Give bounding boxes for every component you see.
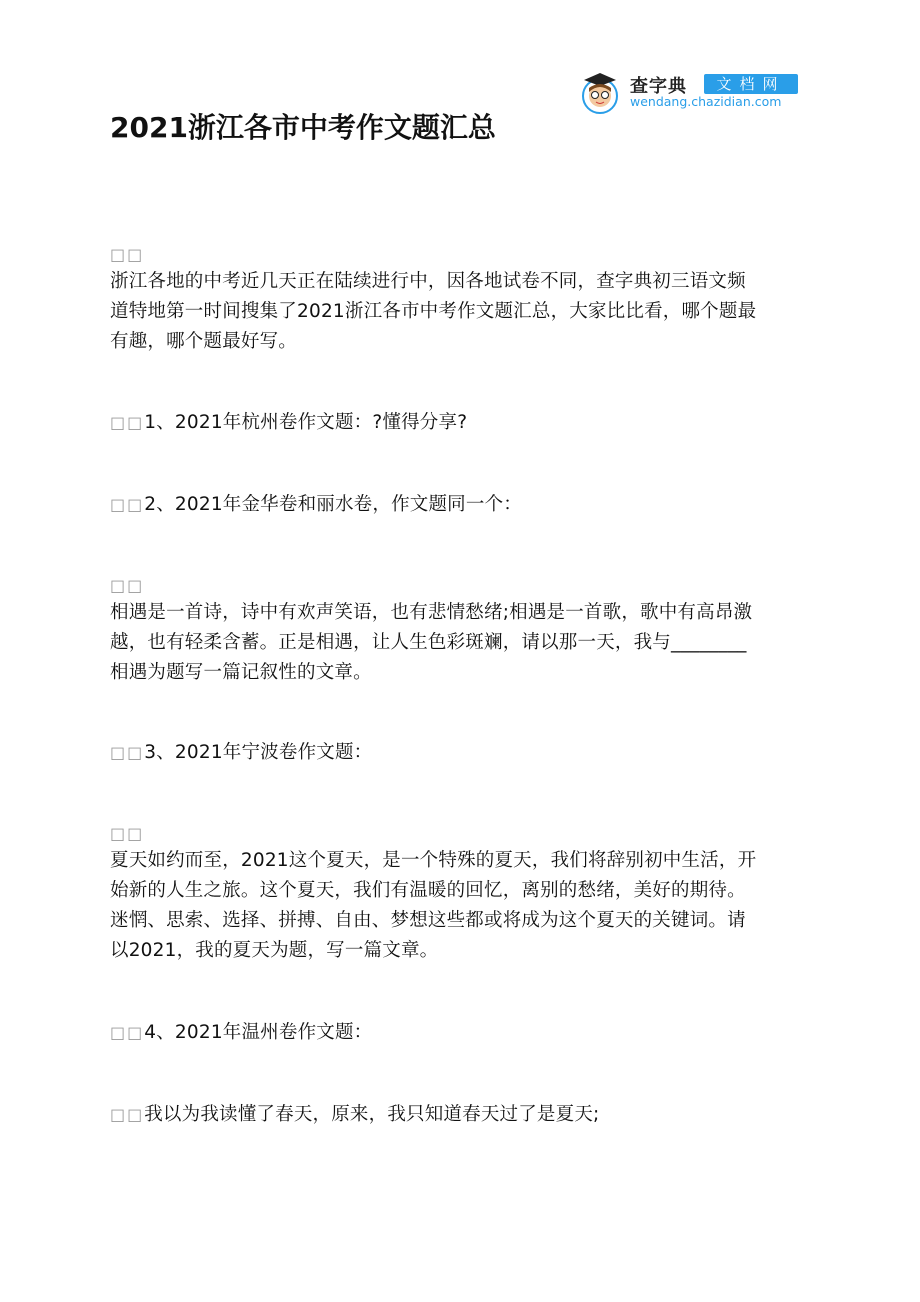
prompt-line: 以2021，我的夏天为题，写一篇文章。 <box>110 940 439 961</box>
intro-line: 道特地第一时间搜集了2021浙江各市中考作文题汇总，大家比比看，哪个题最 <box>110 301 757 322</box>
prompt-line: 迷惘、思索、选择、拼搏、自由、梦想这些都或将成为这个夏天的关键词。请 <box>110 910 746 931</box>
heading-text: 3、2021年宁波卷作文题： <box>144 742 373 763</box>
missing-glyph: □□ <box>110 743 145 762</box>
prompt-line: 相遇为题写一篇记叙性的文章。 <box>110 662 372 683</box>
intro-line: 有趣，哪个题最好写。 <box>110 331 298 352</box>
prompt-line: 始新的人生之旅。这个夏天，我们有温暖的回忆，离别的愁绪，美好的期待。 <box>110 880 746 901</box>
heading-text: 4、2021年温州卷作文题： <box>144 1022 373 1043</box>
missing-glyph: □□ <box>110 576 145 595</box>
logo-tag: 文档网 <box>704 74 798 94</box>
missing-glyph: □□ <box>110 1105 145 1124</box>
logo-name: 查字典 <box>630 76 687 97</box>
missing-glyph: □□ <box>110 1023 145 1042</box>
prompt-text: 我以为我读懂了春天，原来，我只知道春天过了是夏天; <box>144 1104 600 1125</box>
graduate-mascot-icon <box>578 70 622 114</box>
missing-glyph: □□ <box>110 495 145 514</box>
site-logo[interactable] <box>576 68 806 114</box>
intro-line: 浙江各地的中考近几天正在陆续进行中，因各地试卷不同，查字典初三语文频 <box>110 271 746 292</box>
section-heading-3 <box>110 740 372 766</box>
heading-text: 2、2021年金华卷和丽水卷，作文题同一个： <box>144 494 522 515</box>
section-heading-4 <box>110 1020 372 1046</box>
section-heading-1 <box>110 410 467 436</box>
prompt-line: 相遇是一首诗，诗中有欢声笑语，也有悲情愁绪;相遇是一首歌，歌中有高昂激 <box>110 602 753 623</box>
logo-url: wendang.chazidian.com <box>630 94 782 109</box>
prompt-line: 越，也有轻柔含蓄。正是相遇，让人生色彩斑斓，请以那一天，我与________ <box>110 632 747 653</box>
missing-glyph: □□ <box>110 245 145 264</box>
prompt-line: 夏天如约而至，2021这个夏天，是一个特殊的夏天，我们将辞别初中生活，开 <box>110 850 757 871</box>
missing-glyph: □□ <box>110 413 145 432</box>
heading-text: 1、2021年杭州卷作文题：?懂得分享? <box>144 412 468 433</box>
prompt-line <box>110 1102 599 1128</box>
missing-glyph: □□ <box>110 824 145 843</box>
section-heading-2 <box>110 492 522 518</box>
page-title: 2021浙江各市中考作文题汇总 <box>110 111 496 144</box>
